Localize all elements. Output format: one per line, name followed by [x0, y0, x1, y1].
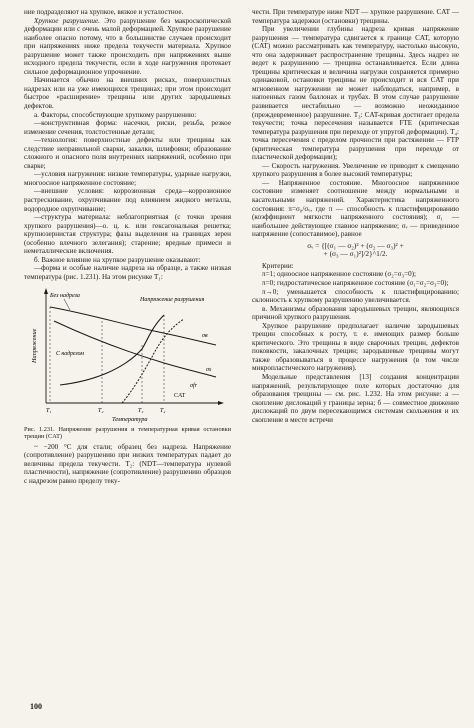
sigma-fr-label: σfr: [190, 382, 197, 389]
paragraph: [24, 17, 231, 77]
cat-label: CAT: [174, 392, 186, 399]
curve-fracture-stress: [60, 315, 164, 385]
list-item: π→0; уменьшается способность к пластифицированию; склонность к хрупкому разрушению увеличивается.: [252, 287, 459, 305]
paragraph-heading: Хрупкое разрушение.: [34, 16, 100, 25]
paragraph: Модельные представления [13] создания концентрации напряжений, результирующее поле которых достаточно для образования трещины — см. рис. 1.232. На этом рисунке: а — скопление дислокаций у границы зерна; б — совместное движение дислокаций по двум пересекающимся системам скольжения и их скопление в месте встречи: [252, 372, 459, 424]
y-axis-arrow: [44, 288, 48, 294]
paragraph: Хрупкое разрушение предполагает наличие зародышевых трещин способных к росту, т. е. имеющих размер больше критического. Это трещины в виде сварочных трещин, дефектов поковкости, закалочных трещин; зародышевые трещины могут также образовываться в процессе нагружения (в том числе микропластического нагружения).: [252, 321, 459, 373]
formula-line: σᵥ = {[(σ₁ — σ₂)² + (σ₂ — σ₃)² +: [307, 240, 404, 250]
formula-line: + (σ₃ — σ₁)²]/2}^1/2.: [323, 249, 388, 259]
paragraph: Начинается обычно на внешних рисках, поверхностных надрезах или на уже имеющихся трещинах; при этом происходит быстрое «расширение» трещины или других зародышевых дефектов.: [24, 76, 231, 111]
stress-temperature-diagram: [24, 285, 231, 425]
tick-label: T₄: [160, 407, 166, 414]
list-item: π=0; гидростатическое напряженное состояние (σ₁=σ₂=σ₃=0);: [262, 278, 449, 287]
list-item: π=1; одноосное напряженное состояние (σ₂=σ₃=0);: [262, 270, 417, 279]
leader-line: [64, 299, 70, 310]
paragraph-text: Это разрушение без макроскопической деформации или с очень малой деформацией. Хрупкое разрушение наиболее опасно потому, что в большинстве случаев происходит при напряжениях ниже предела текучести материала. Хрупкое разрушение может также происходить при напряжениях выше исходного предела текучести, если в ходе нагружения протекает сильное деформационное упрочнение.: [24, 16, 231, 76]
curve-no-notch: [50, 307, 216, 345]
figure-1-231: [24, 285, 231, 441]
paragraph: а. Факторы, способствующие хрупкому разрушению:: [34, 110, 197, 119]
left-column: [24, 8, 231, 485]
paragraph: При увеличении глубины надреза кривая напряжение разрушения — температура сдвигается к границе CAT, которую (CAT) можно рассматривать как температуру, настолько высокую, что она задерживает распространение трещины. Здесь надрез не ведет к разрушению — трещина останавливается. Если длина трещины критическая и величина нагрузки сохраняется примерно одинаковой, остановки трещины не происходит и вся CAT при мгновенном нагружении не может наблюдаться, например, в напоенных газом баллонах и трубах. В этом случае разрушение развивается нестабильно — возможно неожиданное (преждевременное) разрушение. T₃: CAT-кривая достигает предела текучести; точка пересечения называется FTE (критическая температура разрушения при переходе от упругой деформации). T₄: точка пересечения с пределом прочности при растяжении — FTP (критическая температура разрушения при переходе от пластической деформации);: [252, 25, 459, 162]
paragraph: чести. При температуре ниже NDT — хрупкое разрушение. CAT — температура задержки (остановки) трещины.: [252, 8, 459, 25]
paragraph: ~ −200 °С для стали; образец без надреза. Напряжение (сопротивление) разрушению при низких температурах падает до величины предела текучести. T₂: (NDT—температура нулевой пластичности), напряжение (сопротивление) разрушению образцов с надрезом равно пределу теку-: [24, 442, 231, 485]
curve-cat: [122, 319, 184, 403]
figure-caption: Рис. 1.231. Напряжение разрушения и температурная кривая остановки трещин (CAT): [24, 425, 231, 440]
tick-label: T₁: [46, 407, 52, 414]
list-item: —внешние условия: коррозионная среда—коррозионное растрескивание, охрупчивание под влиянием жидкого металла, водородное охрупчивание;: [24, 187, 231, 213]
paragraph: б. Важное влияние на хрупкое разрушение оказывают:: [34, 255, 201, 264]
curve-yield: [54, 321, 216, 377]
list-item: —форма и особые наличие надреза на образце, а также низкая температура (рис. 1.231). На этом рисунке T₁:: [24, 264, 231, 281]
tick-label: T₃: [138, 407, 144, 414]
formula: [252, 242, 459, 259]
paragraph: в. Механизмы образования зародышевых трещин, являющихся причиной хрупкого разрушения.: [252, 304, 459, 322]
label-stress-fracture: Напряжение разрушения: [140, 296, 205, 303]
sigma-b-label: σв: [202, 332, 208, 339]
page-number: 100: [30, 702, 42, 711]
sigma-s-label: σs: [206, 366, 212, 373]
paragraph: ние подразделяют на хрупкое, вязкое и усталостное.: [24, 8, 184, 16]
list-item: —технология: поверхностные дефекты или трещины как следствие неправильной сварки, закалки, шлифовки; образование сложного и опасного поля внутренних напряжений, особенно при сварке;: [24, 136, 231, 170]
paragraph: — Напряженное состояние. Многоосное напряженное состояние изменяет соотношение между нормальными и касательными напряжений. Характеристика напряженного состояния: π=σ₀/σᵥ, где π — способность к пластифицированию (коэффициент мягкости напряженного состояния); σ₁ — наибольшее действующее главное напряжение; σᵥ — приведенное напряжение (сопоставимое), равное: [252, 178, 459, 239]
x-axis-arrow: [218, 401, 224, 405]
x-axis-label: Температура: [112, 415, 148, 423]
list-item: —конструктивная форма: насечки, риски, резьба, резкое изменение сечения, толстостенные детали;: [24, 119, 231, 136]
y-axis-label: Напряжение: [31, 328, 38, 363]
tick-label: T₂: [98, 407, 104, 414]
right-column: [252, 8, 459, 424]
label-with-notch: С надрезом: [56, 350, 84, 357]
list-item: —условия нагружения: низкие температуры, ударные нагрузки, многоосное напряженное состояние;: [24, 170, 231, 187]
paragraph: — Скорость нагружения. Увеличение ее приводит к смещению хрупкого разрушения в более высокий температуры;: [252, 161, 459, 179]
list-item: —структура материала: неблагоприятная (с точки зрения хрупкого разрушения)—о. ц. к. или гексагональная решетка; крупнозернистая структура; фазы выделения на границах зерен (особенно влечного зелегания); старение; вредные примеси и неметаллические включения.: [24, 213, 231, 256]
paragraph: Критерии:: [262, 261, 294, 270]
label-no-notch: Без надреза: [50, 292, 80, 299]
